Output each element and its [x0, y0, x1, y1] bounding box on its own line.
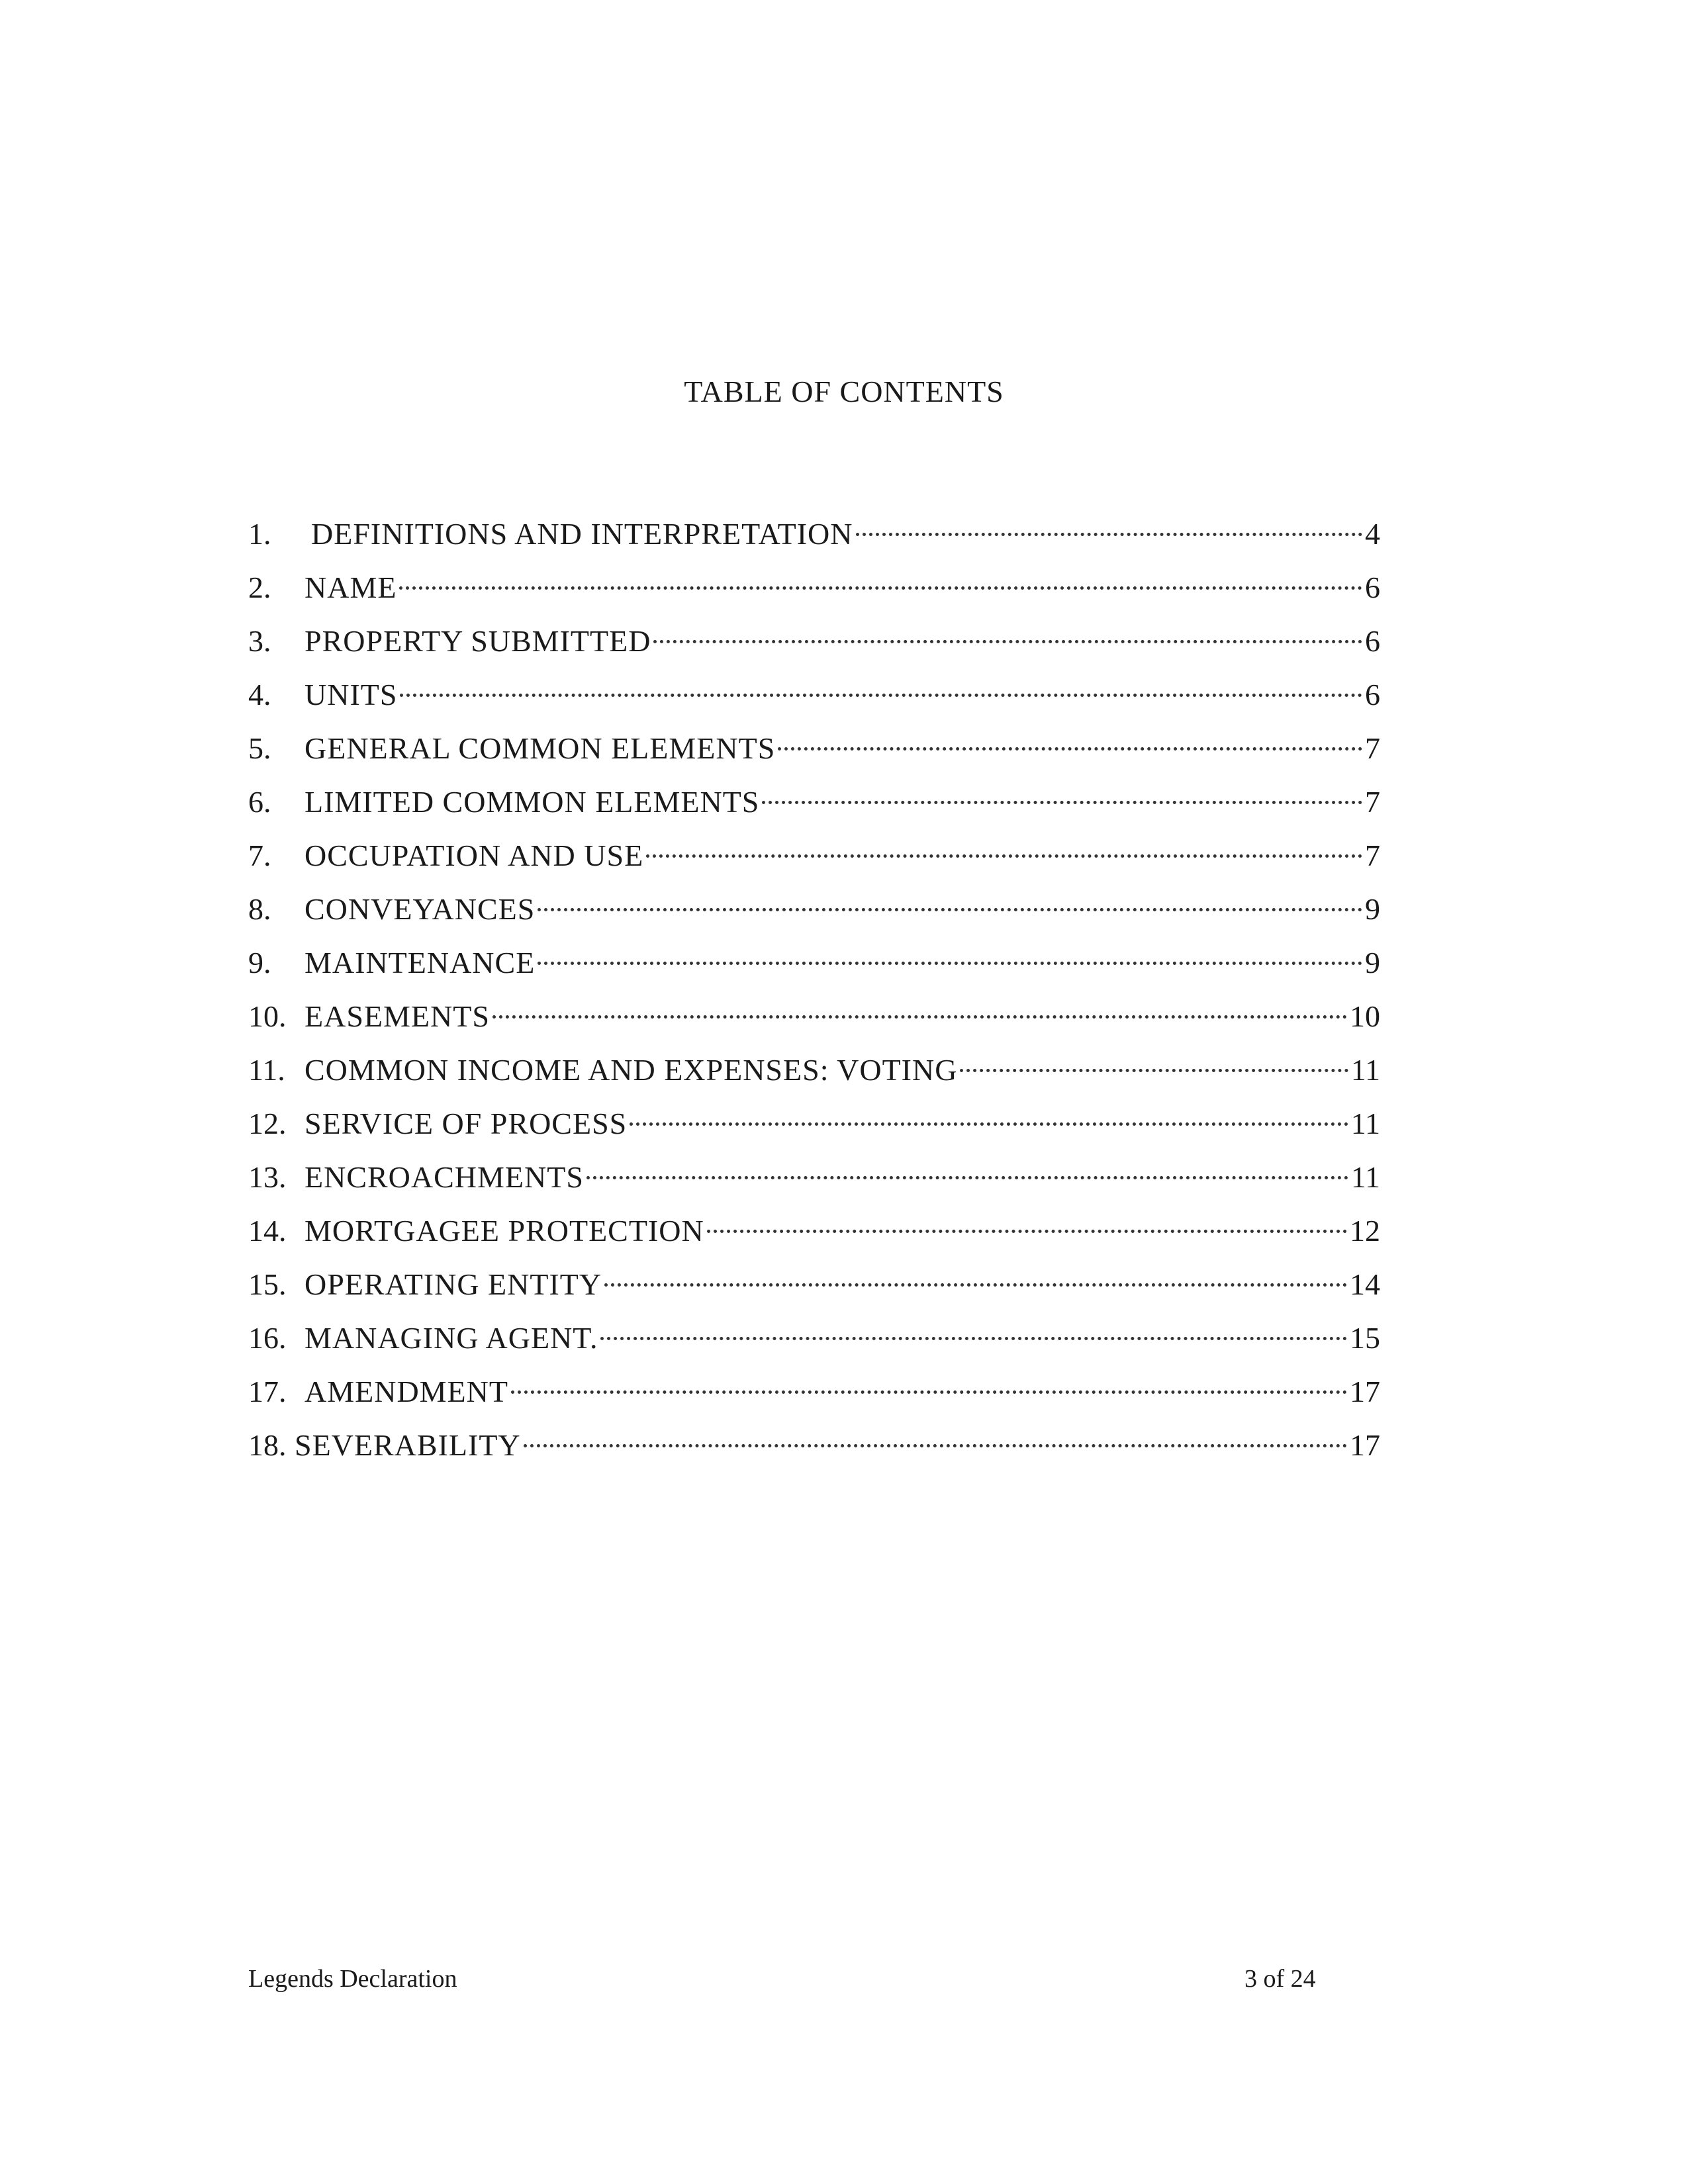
toc-entry-page: 7: [1365, 785, 1380, 819]
toc-entry-number: 13.: [248, 1160, 287, 1194]
toc-entry-number: 10.: [248, 999, 287, 1033]
toc-entry-page: 7: [1365, 731, 1380, 765]
toc-entry[interactable]: [248, 612, 1380, 665]
toc-entry-page: 12: [1350, 1214, 1380, 1248]
toc-entry-page: 4: [1365, 517, 1380, 551]
toc-entry[interactable]: [248, 665, 1380, 719]
toc-entry-page: 11: [1350, 1107, 1380, 1140]
toc-entry-label: AMENDMENT: [305, 1375, 508, 1408]
footer-page-number: 3 of 24: [1244, 1965, 1316, 1993]
toc-entry[interactable]: [248, 1308, 1380, 1362]
toc-entry-label: COMMON INCOME AND EXPENSES: VOTING: [305, 1053, 958, 1087]
toc-entry-page: 9: [1365, 946, 1380, 979]
toc-entry[interactable]: [248, 1201, 1380, 1255]
toc-entry-number: 12.: [248, 1107, 287, 1140]
toc-leader-dots: [646, 826, 1362, 866]
toc-entry-label: PROPERTY SUBMITTED: [305, 624, 651, 658]
toc-entry-page: 14: [1350, 1267, 1380, 1301]
toc-entry-page: 7: [1365, 839, 1380, 872]
toc-leader-dots: [538, 880, 1362, 919]
toc-entry-number: 8.: [248, 892, 271, 926]
toc-entry[interactable]: [248, 987, 1380, 1040]
toc-entry-number: 6.: [248, 785, 271, 819]
toc-entry-number: 17.: [248, 1375, 287, 1408]
toc-entry-label: CONVEYANCES: [305, 892, 536, 926]
toc-entry-number: 11.: [248, 1053, 285, 1087]
toc-entry[interactable]: [248, 504, 1380, 558]
toc-entry[interactable]: [248, 1148, 1380, 1201]
toc-entry[interactable]: [248, 772, 1380, 826]
toc-leader-dots: [604, 1255, 1347, 1295]
toc-entry-number: 4.: [248, 678, 271, 711]
toc-leader-dots: [399, 558, 1362, 598]
toc-leader-dots: [538, 933, 1362, 973]
toc-entry-number: 7.: [248, 839, 271, 872]
toc-entry-page: 10: [1350, 999, 1380, 1033]
toc-entry-number: 14.: [248, 1214, 287, 1248]
toc-leader-dots: [600, 1308, 1347, 1348]
toc-entry-label: LIMITED COMMON ELEMENTS: [305, 785, 760, 819]
footer-document-name: Legends Declaration: [248, 1965, 457, 1993]
toc-leader-dots: [400, 665, 1362, 705]
toc-entry[interactable]: [248, 558, 1380, 612]
toc-leader-dots: [653, 612, 1362, 651]
toc-entry-number: 1.: [248, 517, 271, 551]
toc-list: [248, 504, 1380, 1469]
toc-entry-page: 6: [1365, 624, 1380, 658]
toc-entry-page: 11: [1350, 1160, 1380, 1194]
toc-entry-label: NAME: [305, 570, 397, 604]
toc-entry-page: 9: [1365, 892, 1380, 926]
toc-entry[interactable]: [248, 719, 1380, 772]
toc-leader-dots: [586, 1148, 1348, 1187]
toc-title: TABLE OF CONTENTS: [684, 375, 1004, 408]
toc-entry-label: SEVERABILITY: [295, 1428, 521, 1462]
toc-entry-label: SERVICE OF PROCESS: [305, 1107, 628, 1140]
toc-entry-page: 11: [1350, 1053, 1380, 1087]
toc-entry[interactable]: [248, 826, 1380, 880]
toc-leader-dots: [492, 987, 1347, 1026]
toc-entry-page: 17: [1350, 1375, 1380, 1408]
toc-entry-number: 15.: [248, 1267, 287, 1301]
toc-entry-label: OCCUPATION AND USE: [305, 839, 644, 872]
toc-leader-dots: [511, 1362, 1347, 1402]
toc-entry-number: 2.: [248, 570, 271, 604]
toc-entry[interactable]: [248, 1094, 1380, 1148]
toc-leader-dots: [524, 1416, 1347, 1455]
toc-entry-label: GENERAL COMMON ELEMENTS: [305, 731, 776, 765]
toc-entry[interactable]: [248, 933, 1380, 987]
toc-entry[interactable]: [248, 1416, 1380, 1469]
toc-entry-label: MANAGING AGENT.: [305, 1321, 598, 1355]
toc-entry-label: EASEMENTS: [305, 999, 490, 1033]
toc-entry[interactable]: [248, 1255, 1380, 1308]
toc-leader-dots: [778, 719, 1362, 758]
toc-entry-number: 3.: [248, 624, 271, 658]
toc-entry[interactable]: [248, 880, 1380, 933]
toc-entry-page: 6: [1365, 678, 1380, 711]
toc-leader-dots: [856, 504, 1363, 544]
toc-entry-label: MORTGAGEE PROTECTION: [305, 1214, 704, 1248]
toc-entry[interactable]: [248, 1362, 1380, 1416]
toc-entry-label: DEFINITIONS AND INTERPRETATION: [311, 517, 853, 551]
toc-entry-number: 9.: [248, 946, 271, 979]
toc-entry-number: 5.: [248, 731, 271, 765]
toc-entry-label: MAINTENANCE: [305, 946, 536, 979]
toc-entry-label: ENCROACHMENTS: [305, 1160, 584, 1194]
toc-leader-dots: [960, 1040, 1348, 1080]
toc-leader-dots: [707, 1201, 1347, 1241]
toc-entry-page: 17: [1350, 1428, 1380, 1462]
toc-entry-number: 16.: [248, 1321, 287, 1355]
toc-entry-page: 15: [1350, 1321, 1380, 1355]
toc-leader-dots: [762, 772, 1362, 812]
toc-entry-label: UNITS: [305, 678, 398, 711]
toc-entry-page: 6: [1365, 570, 1380, 604]
toc-entry-label: OPERATING ENTITY: [305, 1267, 602, 1301]
toc-entry[interactable]: [248, 1040, 1380, 1094]
toc-entry-number: 18.: [248, 1428, 287, 1462]
toc-leader-dots: [630, 1094, 1348, 1134]
